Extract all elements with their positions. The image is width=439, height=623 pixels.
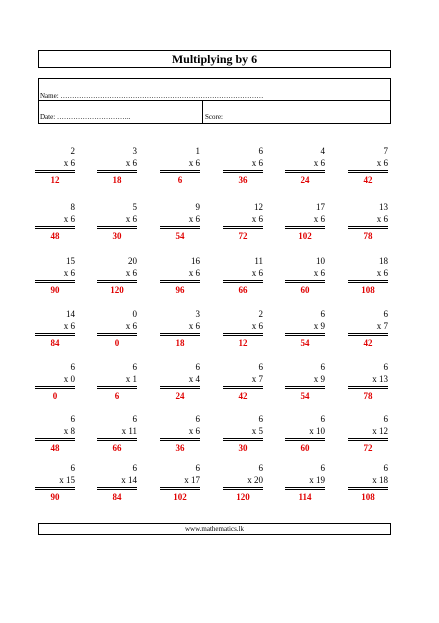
- answer-rule: [97, 438, 137, 441]
- multiplier: x 6: [313, 268, 325, 278]
- problem-item: [160, 309, 200, 353]
- problem-item: [285, 309, 325, 353]
- multiplicand: 6: [320, 463, 325, 473]
- problem-item: [285, 463, 325, 507]
- problem-item: [348, 414, 388, 458]
- multiplicand: 9: [195, 202, 200, 212]
- answer-rule: [160, 438, 200, 441]
- multiplier: x 7: [376, 321, 388, 331]
- multiplier: x 6: [251, 158, 263, 168]
- multiplier: x 6: [188, 426, 200, 436]
- answer-rule: [285, 280, 325, 283]
- multiplicand: 6: [258, 146, 263, 156]
- answer-rule: [35, 333, 75, 336]
- multiplicand: 10: [316, 256, 325, 266]
- answer-value: 42: [363, 338, 373, 348]
- problem-item: [348, 202, 388, 246]
- answer-rule: [35, 386, 75, 389]
- multiplicand: 3: [195, 309, 200, 319]
- answer-rule: [97, 386, 137, 389]
- problem-item: [97, 362, 137, 406]
- problem-item: [160, 414, 200, 458]
- answer-value: 36: [175, 443, 185, 453]
- multiplicand: 4: [320, 146, 325, 156]
- multiplier: x 17: [184, 475, 200, 485]
- multiplicand: 7: [383, 146, 388, 156]
- answer-rule: [160, 280, 200, 283]
- answer-value: 24: [300, 175, 310, 185]
- problem-item: [35, 463, 75, 507]
- multiplier: x 6: [125, 268, 137, 278]
- multiplier: x 6: [188, 268, 200, 278]
- multiplier: x 18: [372, 475, 388, 485]
- answer-rule: [223, 487, 263, 490]
- answer-value: 90: [50, 492, 60, 502]
- multiplier: x 6: [313, 214, 325, 224]
- answer-rule: [97, 333, 137, 336]
- answer-rule: [348, 170, 388, 173]
- worksheet-title: Multiplying by 6: [38, 50, 391, 68]
- multiplicand: 6: [320, 414, 325, 424]
- problem-item: [160, 463, 200, 507]
- answer-rule: [223, 280, 263, 283]
- problem-item: [285, 202, 325, 246]
- problem-item: [285, 362, 325, 406]
- answer-rule: [348, 438, 388, 441]
- problem-item: [223, 202, 263, 246]
- problem-item: [223, 414, 263, 458]
- multiplier: x 6: [188, 321, 200, 331]
- answer-value: 42: [238, 391, 248, 401]
- answer-value: 108: [361, 285, 375, 295]
- answer-rule: [97, 226, 137, 229]
- problem-item: [35, 414, 75, 458]
- answer-rule: [223, 226, 263, 229]
- answer-value: 120: [236, 492, 250, 502]
- multiplier: x 6: [188, 214, 200, 224]
- multiplier: x 12: [372, 426, 388, 436]
- multiplicand: 17: [316, 202, 325, 212]
- multiplicand: 6: [195, 362, 200, 372]
- multiplicand: 12: [254, 202, 263, 212]
- answer-value: 48: [50, 443, 60, 453]
- multiplicand: 8: [70, 202, 75, 212]
- multiplicand: 16: [191, 256, 200, 266]
- score-field[interactable]: Score:: [205, 113, 223, 121]
- multiplier: x 6: [63, 321, 75, 331]
- multiplier: x 7: [251, 374, 263, 384]
- multiplicand: 6: [258, 463, 263, 473]
- answer-value: 36: [238, 175, 248, 185]
- multiplier: x 6: [251, 321, 263, 331]
- multiplicand: 6: [132, 362, 137, 372]
- multiplier: x 11: [121, 426, 137, 436]
- multiplier: x 6: [376, 214, 388, 224]
- answer-value: 30: [238, 443, 248, 453]
- answer-value: 48: [50, 231, 60, 241]
- multiplicand: 13: [379, 202, 388, 212]
- answer-value: 90: [50, 285, 60, 295]
- answer-rule: [160, 487, 200, 490]
- multiplier: x 6: [313, 158, 325, 168]
- multiplier: x 6: [376, 158, 388, 168]
- multiplier: x 6: [125, 158, 137, 168]
- multiplicand: 6: [383, 362, 388, 372]
- multiplicand: 1: [195, 146, 200, 156]
- multiplier: x 4: [188, 374, 200, 384]
- problem-item: [97, 202, 137, 246]
- multiplicand: 6: [70, 463, 75, 473]
- answer-value: 6: [177, 175, 183, 185]
- answer-value: 0: [114, 338, 120, 348]
- problem-item: [223, 256, 263, 300]
- problem-item: [160, 146, 200, 190]
- problem-item: [97, 146, 137, 190]
- multiplier: x 5: [251, 426, 263, 436]
- multiplier: x 0: [63, 374, 75, 384]
- answer-rule: [348, 333, 388, 336]
- answer-rule: [35, 170, 75, 173]
- answer-value: 42: [363, 175, 373, 185]
- multiplier: x 14: [121, 475, 137, 485]
- answer-rule: [35, 226, 75, 229]
- answer-value: 12: [238, 338, 248, 348]
- answer-rule: [160, 170, 200, 173]
- problem-item: [160, 202, 200, 246]
- answer-value: 54: [175, 231, 185, 241]
- answer-rule: [223, 333, 263, 336]
- multiplier: x 6: [251, 268, 263, 278]
- date-field[interactable]: Date: …………………………..: [40, 113, 131, 121]
- problem-item: [97, 463, 137, 507]
- multiplicand: 6: [195, 463, 200, 473]
- multiplicand: 6: [383, 463, 388, 473]
- multiplicand: 6: [258, 362, 263, 372]
- problem-item: [97, 256, 137, 300]
- problem-item: [348, 256, 388, 300]
- multiplier: x 8: [63, 426, 75, 436]
- problem-item: [348, 463, 388, 507]
- answer-value: 60: [300, 443, 310, 453]
- multiplier: x 19: [309, 475, 325, 485]
- answer-value: 18: [112, 175, 122, 185]
- multiplicand: 6: [132, 463, 137, 473]
- answer-value: 18: [175, 338, 185, 348]
- name-field[interactable]: Name: ……………………………………………………………………………: [40, 92, 264, 100]
- multiplicand: 6: [132, 414, 137, 424]
- answer-value: 66: [238, 285, 248, 295]
- problem-item: [348, 362, 388, 406]
- multiplier: x 6: [125, 321, 137, 331]
- answer-value: 54: [300, 338, 310, 348]
- answer-rule: [35, 487, 75, 490]
- answer-rule: [285, 226, 325, 229]
- answer-rule: [223, 170, 263, 173]
- multiplicand: 20: [128, 256, 137, 266]
- answer-value: 60: [300, 285, 310, 295]
- answer-rule: [223, 386, 263, 389]
- answer-value: 84: [112, 492, 122, 502]
- multiplicand: 6: [383, 414, 388, 424]
- multiplicand: 6: [258, 414, 263, 424]
- answer-value: 108: [361, 492, 375, 502]
- problem-item: [35, 146, 75, 190]
- answer-value: 66: [112, 443, 122, 453]
- multiplicand: 6: [320, 309, 325, 319]
- answer-rule: [35, 280, 75, 283]
- answer-value: 30: [112, 231, 122, 241]
- problem-item: [97, 309, 137, 353]
- problem-item: [285, 256, 325, 300]
- answer-rule: [160, 386, 200, 389]
- answer-rule: [97, 487, 137, 490]
- multiplicand: 0: [132, 309, 137, 319]
- answer-rule: [97, 170, 137, 173]
- problem-item: [35, 202, 75, 246]
- answer-rule: [285, 333, 325, 336]
- answer-value: 6: [114, 391, 120, 401]
- problem-item: [160, 362, 200, 406]
- problem-item: [223, 463, 263, 507]
- answer-rule: [348, 487, 388, 490]
- problem-item: [223, 362, 263, 406]
- problem-item: [35, 309, 75, 353]
- answer-rule: [285, 487, 325, 490]
- multiplicand: 15: [66, 256, 75, 266]
- multiplicand: 6: [195, 414, 200, 424]
- answer-value: 120: [110, 285, 124, 295]
- answer-value: 54: [300, 391, 310, 401]
- multiplier: x 6: [188, 158, 200, 168]
- problem-item: [223, 309, 263, 353]
- problem-item: [348, 309, 388, 353]
- answer-value: 12: [50, 175, 60, 185]
- multiplicand: 6: [70, 362, 75, 372]
- multiplier: x 13: [372, 374, 388, 384]
- problem-item: [160, 256, 200, 300]
- multiplier: x 1: [125, 374, 137, 384]
- answer-value: 72: [363, 443, 373, 453]
- answer-value: 78: [363, 391, 373, 401]
- answer-value: 78: [363, 231, 373, 241]
- answer-rule: [285, 438, 325, 441]
- multiplier: x 15: [59, 475, 75, 485]
- answer-rule: [285, 170, 325, 173]
- multiplicand: 2: [258, 309, 263, 319]
- answer-rule: [348, 386, 388, 389]
- multiplier: x 9: [313, 321, 325, 331]
- multiplier: x 6: [63, 214, 75, 224]
- multiplier: x 6: [376, 268, 388, 278]
- answer-value: 24: [175, 391, 185, 401]
- answer-value: 72: [238, 231, 248, 241]
- multiplier: x 20: [247, 475, 263, 485]
- multiplicand: 5: [132, 202, 137, 212]
- footer-website: www.mathematics.lk: [38, 523, 391, 535]
- answer-value: 102: [298, 231, 312, 241]
- multiplier: x 6: [63, 268, 75, 278]
- answer-rule: [285, 386, 325, 389]
- multiplicand: 2: [70, 146, 75, 156]
- multiplier: x 6: [63, 158, 75, 168]
- multiplier: x 6: [251, 214, 263, 224]
- answer-value: 0: [52, 391, 58, 401]
- multiplier: x 10: [309, 426, 325, 436]
- answer-rule: [223, 438, 263, 441]
- problem-item: [285, 146, 325, 190]
- answer-value: 102: [173, 492, 187, 502]
- multiplicand: 14: [66, 309, 75, 319]
- multiplier: x 9: [313, 374, 325, 384]
- answer-rule: [160, 226, 200, 229]
- multiplicand: 6: [70, 414, 75, 424]
- answer-rule: [97, 280, 137, 283]
- problem-item: [35, 256, 75, 300]
- problem-item: [97, 414, 137, 458]
- answer-value: 84: [50, 338, 60, 348]
- problem-item: [348, 146, 388, 190]
- problem-item: [223, 146, 263, 190]
- multiplicand: 6: [383, 309, 388, 319]
- multiplicand: 11: [254, 256, 263, 266]
- answer-rule: [348, 226, 388, 229]
- multiplier: x 6: [125, 214, 137, 224]
- answer-rule: [35, 438, 75, 441]
- answer-value: 114: [298, 492, 312, 502]
- answer-rule: [348, 280, 388, 283]
- multiplicand: 3: [132, 146, 137, 156]
- problem-item: [285, 414, 325, 458]
- multiplicand: 18: [379, 256, 388, 266]
- problem-item: [35, 362, 75, 406]
- answer-value: 96: [175, 285, 185, 295]
- answer-rule: [160, 333, 200, 336]
- multiplicand: 6: [320, 362, 325, 372]
